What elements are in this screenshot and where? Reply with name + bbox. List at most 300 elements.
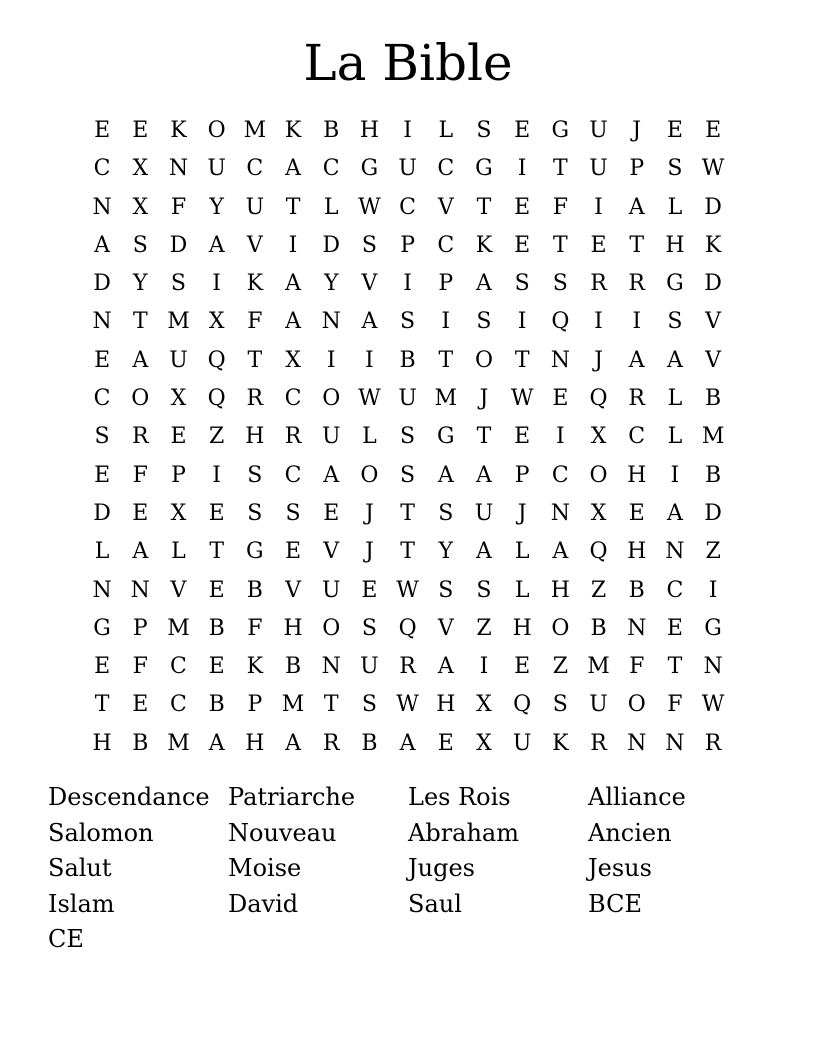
grid-cell: H [512,615,532,641]
grid-cell: Q [589,539,608,565]
word-list-item: CE [48,925,84,953]
grid-cell: M [281,692,305,718]
grid-cell: U [321,424,341,450]
grid-cell: R [590,271,607,297]
grid-cell: H [627,539,647,565]
grid-cell: E [590,232,607,258]
word-list-item: Salut [48,854,112,882]
grid-cell: A [94,232,111,258]
grid-cell: U [321,577,341,603]
grid-cell: I [403,118,412,143]
grid-cell: P [438,271,454,297]
grid-cell: T [132,309,148,335]
grid-cell: L [667,386,683,412]
grid-cell: F [667,692,683,718]
grid-cell: E [666,615,683,641]
grid-cell: H [665,232,685,258]
grid-cell: H [283,615,303,641]
grid-cell: S [94,424,110,450]
grid-cell: S [476,577,492,603]
grid-cell: B [399,347,416,373]
grid-cell: J [594,347,603,373]
grid-cell: D [704,271,722,297]
grid-cell: V [170,577,187,603]
grid-cell: N [130,577,150,603]
grid-cell: S [476,309,492,335]
grid-cell: H [245,424,265,450]
grid-cell: C [551,462,569,488]
grid-cell: T [514,347,530,373]
grid-cell: U [398,156,417,182]
grid-cell: N [665,730,685,756]
grid-cell: F [247,309,263,335]
grid-cell: U [360,654,379,680]
grid-cell: M [701,424,725,450]
grid-cell: T [209,539,224,565]
grid-cell: S [438,577,454,603]
grid-cell: O [589,462,608,488]
grid-cell: P [171,462,186,488]
grid-cell: A [323,462,340,488]
word-list-item: BCE [588,889,642,918]
grid-cell: I [517,156,527,182]
grid-cell: N [627,615,647,641]
grid-cell: K [246,271,264,297]
grid-cell: U [398,386,417,412]
grid-cell: C [170,654,187,680]
grid-cell: C [284,462,302,488]
grid-cell: H [550,577,570,603]
grid-cell: C [399,194,417,220]
grid-cell: Q [398,615,417,641]
grid-cell: E [170,424,187,450]
grid-cell: O [551,615,570,641]
grid-cell: I [632,309,642,335]
grid-cell: F [132,462,148,488]
grid-cell: S [247,462,263,488]
grid-cell: T [94,692,110,718]
grid-cell: U [474,500,494,526]
grid-cell: I [403,271,412,297]
grid-cell: U [245,194,265,220]
grid-cell: E [514,654,531,680]
grid-cell: K [552,730,569,756]
grid-cell: I [555,424,565,450]
grid-cell: C [437,156,455,182]
grid-cell: W [396,692,419,718]
grid-cell: L [667,424,683,450]
grid-cell: N [92,194,112,220]
grid-cell: W [510,386,534,412]
grid-cell: Z [209,424,225,450]
grid-cell: Q [207,386,226,412]
grid-cell: H [359,118,379,143]
grid-cell: J [517,500,527,526]
grid-cell: Y [209,194,224,220]
grid-cell: P [629,156,645,182]
grid-cell: X [285,347,301,373]
grid-cell: S [514,271,530,297]
grid-cell: E [361,577,378,603]
grid-cell: V [437,615,454,641]
grid-cell: S [285,500,301,526]
grid-cell: F [132,654,148,680]
grid-cell: Z [705,539,721,565]
word-list-item: Patriarche [228,783,356,811]
word-list [48,780,768,958]
grid-cell: K [704,232,722,258]
grid-cell: X [132,156,149,182]
grid-cell: M [167,309,190,335]
grid-cell: B [705,462,722,488]
grid-cell: L [438,118,454,143]
grid-cell: A [285,156,301,182]
grid-cell: C [284,386,302,412]
grid-cell: T [476,424,492,450]
grid-cell: N [550,347,570,373]
grid-cell: K [246,654,264,680]
grid-cell: E [705,118,722,143]
grid-cell: U [589,692,608,718]
word-list-item: Jesus [588,854,652,882]
grid-cell: G [436,424,455,450]
grid-cell: W [396,577,419,603]
word-list-item: Descendance [48,783,210,811]
grid-cell: E [132,118,149,143]
word-list-item: Juges [408,854,475,882]
word-list-item: Ancien [588,818,672,847]
grid-cell: O [627,692,646,718]
grid-cell: E [208,577,225,603]
grid-cell: E [208,500,225,526]
grid-cell: D [93,271,111,297]
grid-cell: I [594,309,603,335]
grid-cell: E [552,386,569,412]
grid-cell: E [514,194,531,220]
grid-cell: R [628,271,645,297]
grid-cell: I [288,232,298,258]
word-list-item: Abraham [408,818,519,847]
grid-cell: M [167,615,190,641]
grid-cell: V [246,232,263,258]
grid-cell: C [322,156,340,182]
grid-cell: N [168,156,189,182]
grid-cell: A [437,654,454,680]
grid-cell: L [362,424,377,450]
grid-cell: I [517,309,527,335]
word-list-item: Islam [48,889,115,918]
grid-cell: A [628,194,645,220]
grid-cell: N [627,730,647,756]
grid-cell: I [670,462,680,488]
grid-cell: F [629,654,645,680]
grid-cell: S [247,500,263,526]
grid-cell: G [551,118,570,143]
grid-cell: B [208,615,225,641]
grid-cell: Y [323,271,339,297]
grid-cell: A [666,500,683,526]
grid-cell: P [514,462,530,488]
grid-cell: C [170,692,187,718]
grid-cell: V [361,271,378,297]
grid-cell: R [246,386,264,412]
grid-cell: T [667,654,683,680]
grid-cell: X [590,500,607,526]
grid-cell: D [704,500,722,526]
grid-cell: V [705,309,722,335]
grid-cell: R [628,386,645,412]
grid-cell: B [323,118,340,143]
grid-cell: N [321,309,341,335]
grid-cell: U [207,156,226,182]
grid-cell: I [441,309,451,335]
grid-cell: O [322,386,341,412]
grid-cell: L [514,539,530,565]
grid-cell: Q [513,692,532,718]
grid-cell: C [246,156,264,182]
puzzle-title: La Bible [303,34,513,92]
grid-cell: I [212,462,221,488]
grid-cell: C [437,232,455,258]
grid-cell: G [246,539,264,565]
grid-cell: E [285,539,302,565]
grid-cell: Z [476,615,492,641]
grid-cell: Q [589,386,608,412]
grid-cell: R [399,654,416,680]
grid-cell: S [552,692,568,718]
grid-cell: I [708,577,718,603]
grid-cell: T [629,232,645,258]
grid-cell: B [361,730,378,756]
grid-cell: N [550,500,570,526]
grid-cell: E [437,730,454,756]
grid-cell: S [667,309,683,335]
grid-cell: B [705,386,722,412]
grid-cell: S [667,156,683,182]
grid-cell: L [323,194,339,220]
grid-cell: I [594,194,603,220]
grid-cell: M [587,654,610,680]
grid-cell: E [514,118,531,143]
grid-cell: F [552,194,568,220]
grid-cell: A [361,309,378,335]
grid-cell: Y [438,539,454,565]
grid-cell: E [132,500,149,526]
grid-cell: M [243,118,267,143]
grid-cell: A [285,309,301,335]
grid-cell: B [628,577,645,603]
grid-cell: G [666,271,684,297]
grid-cell: T [323,692,339,718]
grid-cell: V [285,577,301,603]
grid-cell: F [247,615,263,641]
grid-cell: N [321,654,341,680]
grid-cell: E [94,462,111,488]
grid-cell: U [589,118,608,143]
grid-cell: B [284,654,302,680]
grid-cell: S [361,232,377,258]
grid-cell: T [285,194,301,220]
grid-cell: Z [590,577,607,603]
grid-cell: A [399,730,416,756]
grid-cell: G [360,156,379,182]
grid-cell: S [400,309,416,335]
grid-cell: C [93,386,111,412]
grid-cell: T [400,500,415,526]
grid-cell: K [170,118,187,143]
grid-cell: D [169,232,188,258]
grid-cell: E [628,500,645,526]
grid-cell: P [247,692,263,718]
grid-cell: C [93,156,111,182]
grid-cell: X [590,424,607,450]
grid-cell: C [628,424,646,450]
grid-cell: H [436,692,456,718]
grid-cell: J [632,118,642,143]
grid-cell: E [323,500,340,526]
grid-cell: F [170,194,187,220]
grid-cell: G [704,615,722,641]
grid-cell: R [322,730,340,756]
grid-cell: K [475,232,493,258]
grid-cell: D [322,232,341,258]
grid-cell: W [701,156,725,182]
grid-cell: Y [133,271,148,297]
grid-cell: E [94,347,111,373]
grid-cell: I [365,347,374,373]
grid-cell: J [479,386,489,412]
grid-cell: K [284,118,302,143]
grid-cell: Q [207,347,226,373]
grid-cell: I [326,347,336,373]
grid-cell: V [437,194,454,220]
grid-cell: W [358,386,381,412]
grid-cell: N [92,577,112,603]
grid-cell: Z [552,654,568,680]
grid-cell: L [94,539,110,565]
grid-cell: A [666,347,683,373]
grid-cell: G [475,156,493,182]
grid-cell: O [474,347,493,373]
grid-cell: W [358,194,381,220]
grid-cell: O [207,118,226,143]
grid-cell: E [94,118,111,143]
word-list-item: Salomon [48,818,154,847]
grid-cell: N [92,309,112,335]
grid-cell: B [208,692,225,718]
grid-cell: N [665,539,685,565]
grid-cell: T [476,194,492,220]
grid-cell: T [438,347,454,373]
grid-cell: T [553,156,568,182]
grid-cell: X [170,386,187,412]
grid-cell: O [322,615,341,641]
grid-cell: O [360,462,379,488]
grid-cell: U [589,156,608,182]
grid-cell: A [552,539,569,565]
grid-cell: E [208,654,225,680]
grid-cell: P [400,232,415,258]
grid-cell: A [476,539,492,565]
grid-cell: D [93,500,111,526]
grid-cell: A [285,271,301,297]
word-list-item: Saul [408,889,462,918]
grid-cell: A [132,539,149,565]
grid-cell: T [400,539,415,565]
grid-cell: H [627,462,647,488]
grid-cell: A [476,271,492,297]
grid-cell: N [703,654,723,680]
grid-cell: J [364,500,374,526]
grid-cell: S [438,500,454,526]
grid-cell: T [553,232,568,258]
grid-cell: S [476,118,492,143]
grid-cell: I [479,654,489,680]
grid-cell: A [285,730,301,756]
grid-cell: A [208,232,225,258]
grid-cell: A [132,347,149,373]
grid-cell: A [208,730,225,756]
word-list-item: Moise [228,854,302,882]
grid-cell: I [212,271,221,297]
grid-cell: U [169,347,188,373]
grid-cell: U [512,730,532,756]
grid-cell: R [590,730,607,756]
grid-cell: S [400,424,416,450]
grid-cell: S [361,615,377,641]
grid-cell: H [245,730,265,756]
word-list-item: Alliance [588,783,686,811]
grid-cell: R [704,730,722,756]
grid-cell: E [514,424,531,450]
grid-cell: V [705,347,722,373]
grid-cell: L [171,539,186,565]
grid-cell: X [476,692,492,718]
grid-cell: S [361,692,377,718]
grid-cell: A [476,462,492,488]
grid-cell: E [666,118,683,143]
grid-cell: C [666,577,684,603]
grid-cell: A [437,462,454,488]
grid-cell: B [246,577,263,603]
grid-cell: E [132,692,149,718]
grid-cell: L [514,577,530,603]
grid-cell: J [364,539,374,565]
grid-cell: X [476,730,492,756]
grid-cell: H [92,730,112,756]
grid-cell: R [131,424,149,450]
grid-cell: S [170,271,186,297]
grid-cell: S [552,271,568,297]
grid-cell: M [434,386,458,412]
grid-cell: S [400,462,416,488]
word-list-item: David [228,889,299,918]
grid-cell: G [93,615,111,641]
grid-cell: B [590,615,607,641]
grid-cell: P [132,615,148,641]
grid-cell: V [323,539,340,565]
grid-cell: R [284,424,302,450]
word-list-item: Nouveau [228,818,337,847]
grid-cell: X [208,309,225,335]
grid-cell: D [704,194,722,220]
grid-cell: A [628,347,645,373]
grid-cell: O [131,386,150,412]
grid-cell: E [94,654,111,680]
grid-cell: E [514,232,531,258]
grid-cell: L [667,194,683,220]
grid-cell: M [167,730,190,756]
